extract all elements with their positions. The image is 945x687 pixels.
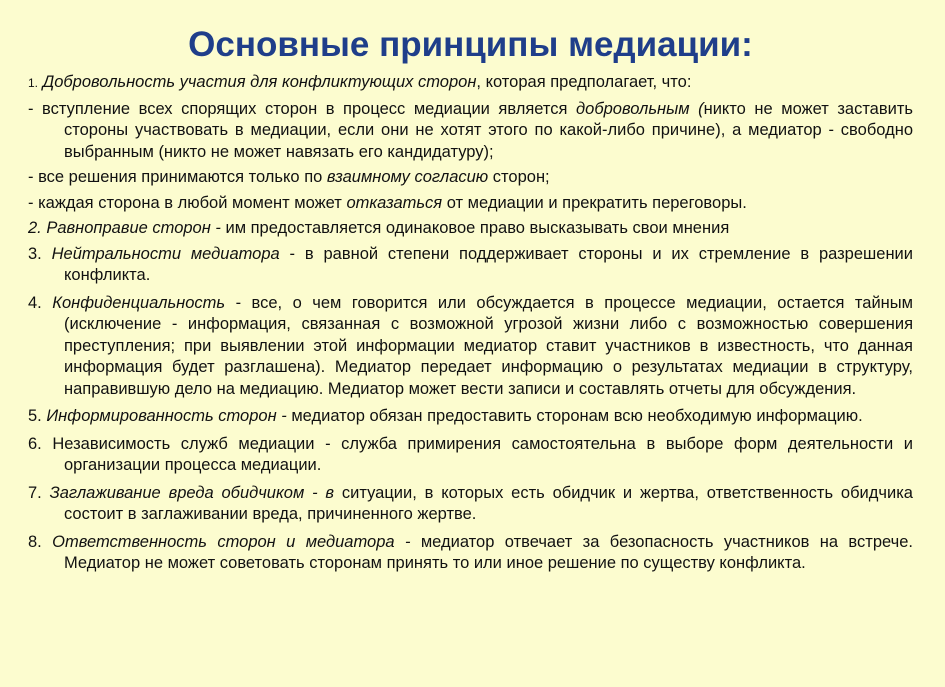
- item-text: - вступление всех спорящих сторон в процесс медиации является: [28, 99, 577, 118]
- principle-text: медиатор обязан предоставить сторонам всю необходимую информацию.: [286, 407, 863, 425]
- principle-1-mutual-consent: [28, 167, 913, 189]
- principle-1: [28, 72, 913, 95]
- item-text-rest: сторон;: [488, 168, 550, 186]
- principle-name: Конфиденциальность: [52, 293, 226, 312]
- principle-name: Ответственность сторон и медиатора -: [52, 532, 411, 551]
- principle-name: Добровольность участия для конфликтующих сторон: [42, 73, 477, 91]
- principle-1-refusal: [28, 193, 913, 215]
- principle-number: 5.: [28, 407, 47, 425]
- principle-text: 6. Независимость служб медиации - служба примирения самостоятельна в выборе форм деятельности и организации процесса медиации.: [28, 434, 913, 474]
- principle-name: Заглаживание вреда обидчиком - в: [49, 483, 335, 502]
- item-text-rest: от медиации и прекратить переговоры.: [442, 193, 747, 212]
- principle-3: [28, 244, 913, 287]
- principle-name: Информированность сторон -: [46, 407, 287, 425]
- principle-text: , которая предполагает, что:: [476, 73, 692, 91]
- principle-text: - в равной степени поддерживает стороны и их стремление в разрешении конфликта.: [64, 244, 913, 284]
- item-text: - каждая сторона в любой момент может: [28, 193, 347, 212]
- principle-name: Нейтральности медиатора: [51, 244, 280, 263]
- principle-text: - все, о чем говорится или обсуждается в процессе медиации, остается тайным (исключение - информация, связанная с возможной угрозой жизни либо с возможностью совершения преступления; при выявлении этой информации медиатор ставит участников в известность, что данная информация будет разглашена). Медиатор передает информацию о результатах медиации в структуру, направившую дело на медиацию. Медиатор может вести записи и составлять отчеты для обсуждения.: [64, 293, 913, 398]
- principle-6: [28, 434, 913, 477]
- item-text-rest: никто не может заставить стороны участвовать в медиации, если они не хотят этого по какой-либо причине), а медиатор - свободно выбранным (никто не может навязать его кандидатуру);: [64, 99, 913, 161]
- principle-7: [28, 483, 913, 526]
- item-emphasis: взаимному согласию: [326, 168, 489, 186]
- principle-8: [28, 532, 913, 575]
- principle-number: 7.: [28, 483, 50, 502]
- item-emphasis: отказаться: [346, 193, 443, 212]
- item-emphasis: добровольным (: [576, 99, 704, 118]
- principle-text: им предоставляется одинаковое право высказывать свои мнения: [220, 219, 730, 237]
- principle-4: [28, 293, 913, 401]
- principle-2: [28, 218, 913, 240]
- principle-text: медиатор отвечает за безопасность участников на встрече. Медиатор не может советовать сторонам принять то или иное решение по существу конфликта.: [64, 532, 913, 572]
- principle-number: 3.: [28, 244, 52, 263]
- principle-1-voluntary-entry: [28, 99, 913, 164]
- principle-name: 2. Равноправие сторон -: [28, 219, 221, 237]
- principle-number: 4.: [28, 293, 53, 312]
- item-text: - все решения принимаются только по: [28, 168, 327, 186]
- page-title: Основные принципы медиации:: [188, 25, 753, 64]
- principle-5: [28, 406, 913, 428]
- principle-number: 1.: [28, 76, 39, 90]
- principle-number: 8.: [28, 532, 53, 551]
- principle-text: ситуации, в которых есть обидчик и жертва, ответственность обидчика состоит в заглаживании вреда, причиненного жертве.: [64, 483, 913, 523]
